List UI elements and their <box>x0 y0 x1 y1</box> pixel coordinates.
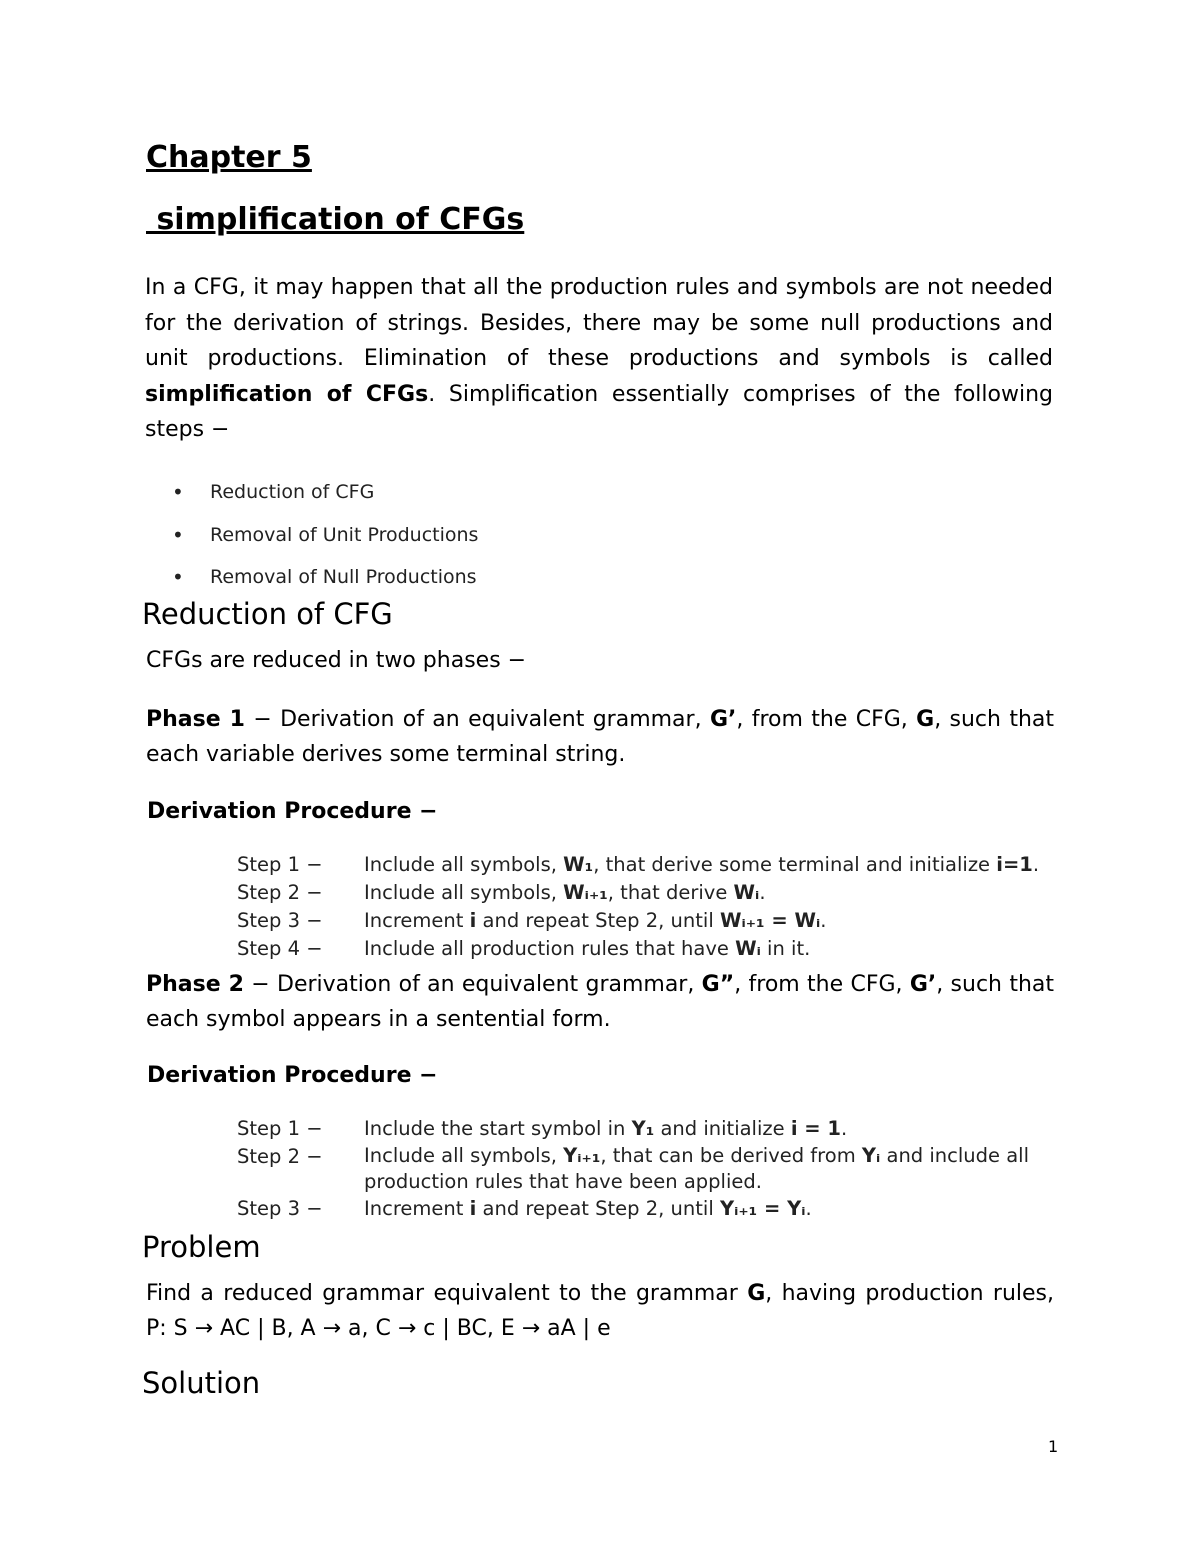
phase-1-paragraph <box>146 702 1054 772</box>
derivation-procedure-title: Derivation Procedure − <box>147 1063 438 1088</box>
phase-text: − Derivation of an equivalent grammar, <box>243 972 702 997</box>
intro-paragraph <box>145 270 1053 448</box>
step-text: Increment i and repeat Step 2, until Yᵢ₊₁ = Yᵢ. <box>364 1197 812 1220</box>
intro-text: In a CFG, it may happen that all the production rules and symbols are not needed for the derivation of strings. Besides, there may be some null productions and unit productions. Elimination of these productions and symbols is called <box>145 275 1053 371</box>
step-row <box>237 1195 1094 1223</box>
section-title: simplification of CFGs <box>146 202 525 237</box>
step-label: Step 1 − <box>237 1117 323 1140</box>
step-label: Step 4 − <box>237 937 323 960</box>
grammar-symbol: G” <box>701 972 735 997</box>
phase-text: , from the CFG, <box>734 972 910 997</box>
list-item-label: Removal of Unit Productions <box>210 523 479 546</box>
intro-text-end: . Simplification essentially comprises of the following steps − <box>145 381 1053 442</box>
bullet-icon: • <box>172 522 184 547</box>
heading-problem: Problem <box>142 1230 261 1264</box>
problem-text: Find a reduced grammar equivalent to the grammar <box>146 1281 748 1306</box>
phase-text: , such that each symbol appears in a sentential form. <box>146 972 1055 1032</box>
step-text: Include all symbols, Yᵢ₊₁, that can be derived from Yᵢ and include all production rules that have been applied. <box>364 1144 1030 1193</box>
grammar-symbol: G’ <box>709 707 737 732</box>
phase-text: − Derivation of an equivalent grammar, <box>244 707 710 732</box>
step-row <box>237 907 1094 935</box>
grammar-symbol: G’ <box>909 972 937 997</box>
problem-paragraph <box>146 1276 1054 1346</box>
phase-text: , from the CFG, <box>736 707 917 732</box>
bullet-icon: • <box>172 480 184 504</box>
step-text: Include all production rules that have Wᵢ in it. <box>364 937 811 960</box>
step-text: Increment i and repeat Step 2, until Wᵢ₊₁ = Wᵢ. <box>364 909 827 932</box>
chapter-title: Chapter 5 <box>146 140 312 175</box>
grammar-symbol: G <box>916 707 935 732</box>
list-item <box>172 521 478 564</box>
phase-text: , such that each variable derives some terminal string. <box>146 707 1055 767</box>
step-row <box>237 851 1094 879</box>
step-row <box>237 935 1094 963</box>
list-item-label: Removal of Null Productions <box>210 566 477 588</box>
list-item <box>172 478 478 521</box>
step-text: Include the start symbol in Y₁ and initialize i = 1. <box>364 1117 848 1140</box>
reduction-intro: CFGs are reduced in two phases − <box>146 648 527 673</box>
derivation-procedure-title: Derivation Procedure − <box>147 799 438 824</box>
procedure-1-steps <box>237 851 1094 963</box>
step-label: Step 2 − <box>237 1145 323 1168</box>
intro-bold-term: simplification of CFGs <box>145 381 429 407</box>
step-label: Step 2 − <box>237 881 323 904</box>
bullet-icon: • <box>172 565 184 589</box>
step-text: Include all symbols, Wᵢ₊₁, that derive Wᵢ. <box>364 881 766 904</box>
procedure-2-steps <box>237 1115 1094 1223</box>
heading-solution: Solution <box>142 1366 261 1400</box>
step-row <box>237 879 1094 907</box>
heading-reduction: Reduction of CFG <box>142 597 393 631</box>
phase-2-paragraph <box>146 967 1054 1037</box>
problem-text: , having production rules, P: S → AC | B, A → a, C → c | BC, E → aA | e <box>146 1281 1054 1341</box>
step-label: Step 1 − <box>237 853 323 876</box>
step-label: Step 3 − <box>237 909 323 932</box>
step-row <box>237 1143 1094 1195</box>
list-item-label: Reduction of CFG <box>210 481 375 503</box>
steps-list <box>172 478 478 606</box>
step-row <box>237 1115 1094 1143</box>
page-number: 1 <box>1048 1437 1059 1456</box>
step-text: Include all symbols, W₁, that derive some terminal and initialize i=1. <box>364 853 1040 876</box>
step-label: Step 3 − <box>237 1197 323 1220</box>
phase-label: Phase 1 <box>146 707 245 732</box>
grammar-symbol: G <box>747 1281 766 1306</box>
phase-label: Phase 2 <box>146 972 244 997</box>
